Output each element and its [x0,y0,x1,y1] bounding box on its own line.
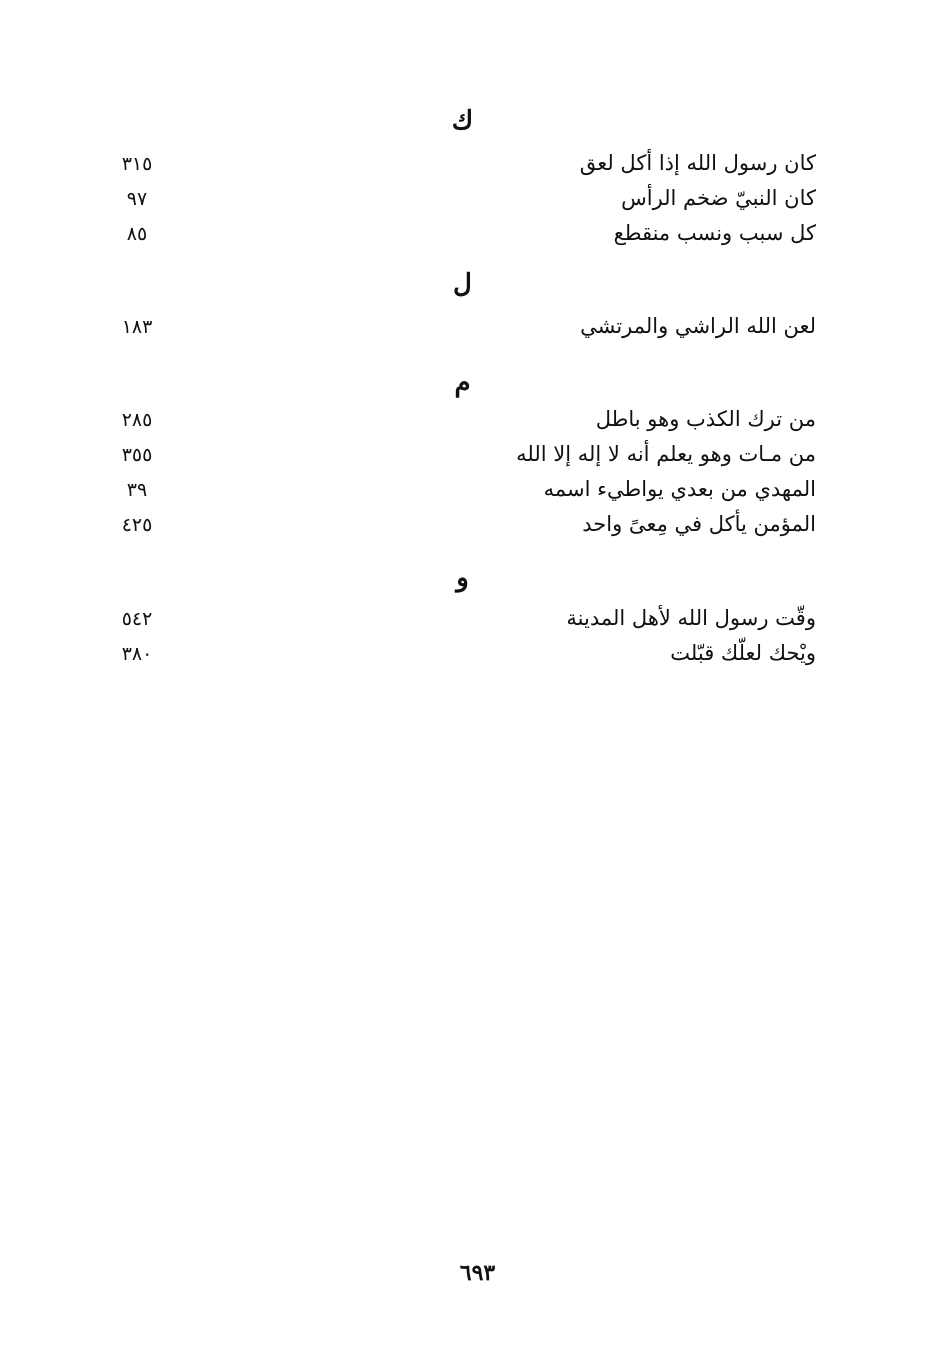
entry-page-number: ٣٩ [126,479,148,501]
index-entry [100,509,816,543]
index-entry [100,218,816,252]
entry-text: ويْحك لعلّك قبّلت [670,641,816,665]
entry-text: لعن الله الراشي والمرتشي [580,314,816,338]
index-entry [100,311,816,345]
entry-text: من مـات وهو يعلم أنه لا إله إلا الله [516,442,816,466]
index-entry [100,183,816,217]
section-letter: و [456,563,469,593]
entry-text: كل سبب ونسب منقطع [613,221,816,245]
entry-text: من ترك الكذب وهو باطل [595,407,816,431]
entry-page-number: ٨٥ [126,223,148,245]
entry-text: المؤمن يأكل في مِعىً واحد [582,512,816,536]
index-entry [100,638,816,672]
entry-text: كان النبيّ ضخم الرأس [621,186,816,210]
entry-page-number: ٥٤٢ [121,608,153,630]
section-letter: ل [453,269,472,299]
entry-text: المهدي من بعدي يواطيء اسمه [543,477,816,501]
entry-page-number: ٣٥٥ [121,444,153,466]
entry-text: وقّت رسول الله لأهل المدينة [566,606,816,630]
entry-page-number: ٣١٥ [121,153,153,175]
index-entry [100,404,816,438]
entry-page-number: ٢٨٥ [121,409,153,431]
entry-page-number: ٣٨٠ [121,643,153,665]
index-entry [100,474,816,508]
entry-text: كان رسول الله إذا أكل لعق [579,151,816,175]
entry-page-number: ٩٧ [126,188,148,210]
page-number: ٦٩٣ [459,1260,496,1286]
index-entry [100,148,816,182]
entry-page-number: ١٨٣ [121,316,153,338]
section-letter: م [454,368,471,398]
section-letter: ك [451,106,474,136]
entry-page-number: ٤٢٥ [121,514,153,536]
index-entry [100,603,816,637]
index-entry [100,439,816,473]
